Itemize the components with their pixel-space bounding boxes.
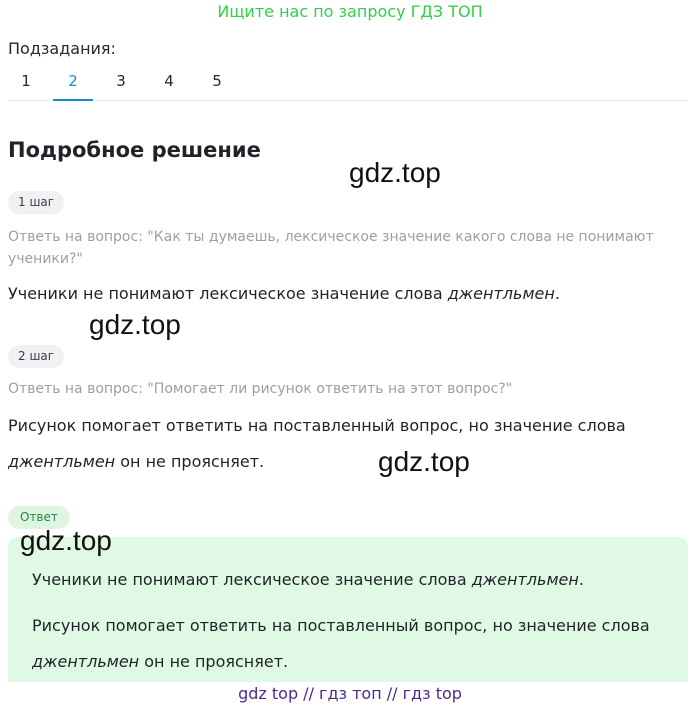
step-badge: 1 шаг [8, 191, 64, 214]
active-tab-indicator [53, 99, 93, 101]
tab-subtask-4[interactable]: 4 [164, 72, 174, 90]
watermark: gdz.top [378, 446, 470, 477]
answer-emphasis: джентльмен [32, 652, 140, 671]
step-question: Ответь на вопрос: "Помогает ли рисунок ответить на этот вопрос?" [8, 381, 513, 397]
answer-text: Ученики не понимают лексическое значение слова [32, 570, 472, 589]
answer-emphasis: джентльмен [447, 284, 555, 303]
tabs-divider [8, 100, 688, 101]
answer-emphasis: джентльмен [471, 570, 579, 589]
answer-suffix: . [578, 570, 584, 589]
step-question: Ответь на вопрос: "Как ты думаешь, лексическое значение какого слова не понимают ученики?" [8, 229, 654, 267]
watermark: gdz.top [89, 309, 181, 340]
answer-emphasis: джентльмен [8, 452, 116, 471]
answer-suffix: он не проясняет. [139, 652, 289, 671]
tab-subtask-2[interactable]: 2 [68, 72, 78, 90]
answer-suffix: он не проясняет. [115, 452, 265, 471]
answer-line [32, 570, 584, 589]
answer-suffix: . [554, 284, 560, 303]
answer-badge: Ответ [8, 506, 70, 529]
footer-links: gdz top // гдз топ // гдз top [238, 684, 462, 703]
tab-subtask-3[interactable]: 3 [116, 72, 126, 90]
solution-title: Подробное решение [8, 138, 261, 162]
tab-subtask-5[interactable]: 5 [212, 72, 222, 90]
answer-line: Рисунок помогает ответить на поставленный вопрос, но значение слова [32, 616, 650, 635]
tab-subtask-1[interactable]: 1 [21, 72, 31, 90]
answer-text: Рисунок помогает ответить на поставленный вопрос, но значение слова [8, 416, 626, 435]
step-answer [8, 408, 678, 480]
watermark: gdz.top [349, 157, 441, 188]
step-answer [8, 276, 678, 312]
answer-line [32, 652, 288, 671]
step-badge: 2 шаг [8, 345, 64, 368]
answer-text: Ученики не понимают лексическое значение слова [8, 284, 448, 303]
promo-banner: Ищите нас по запросу ГДЗ ТОП [217, 2, 483, 21]
subtask-tabs [8, 68, 688, 102]
watermark: gdz.top [20, 525, 112, 556]
subtasks-label: Подзадания: [8, 39, 116, 58]
